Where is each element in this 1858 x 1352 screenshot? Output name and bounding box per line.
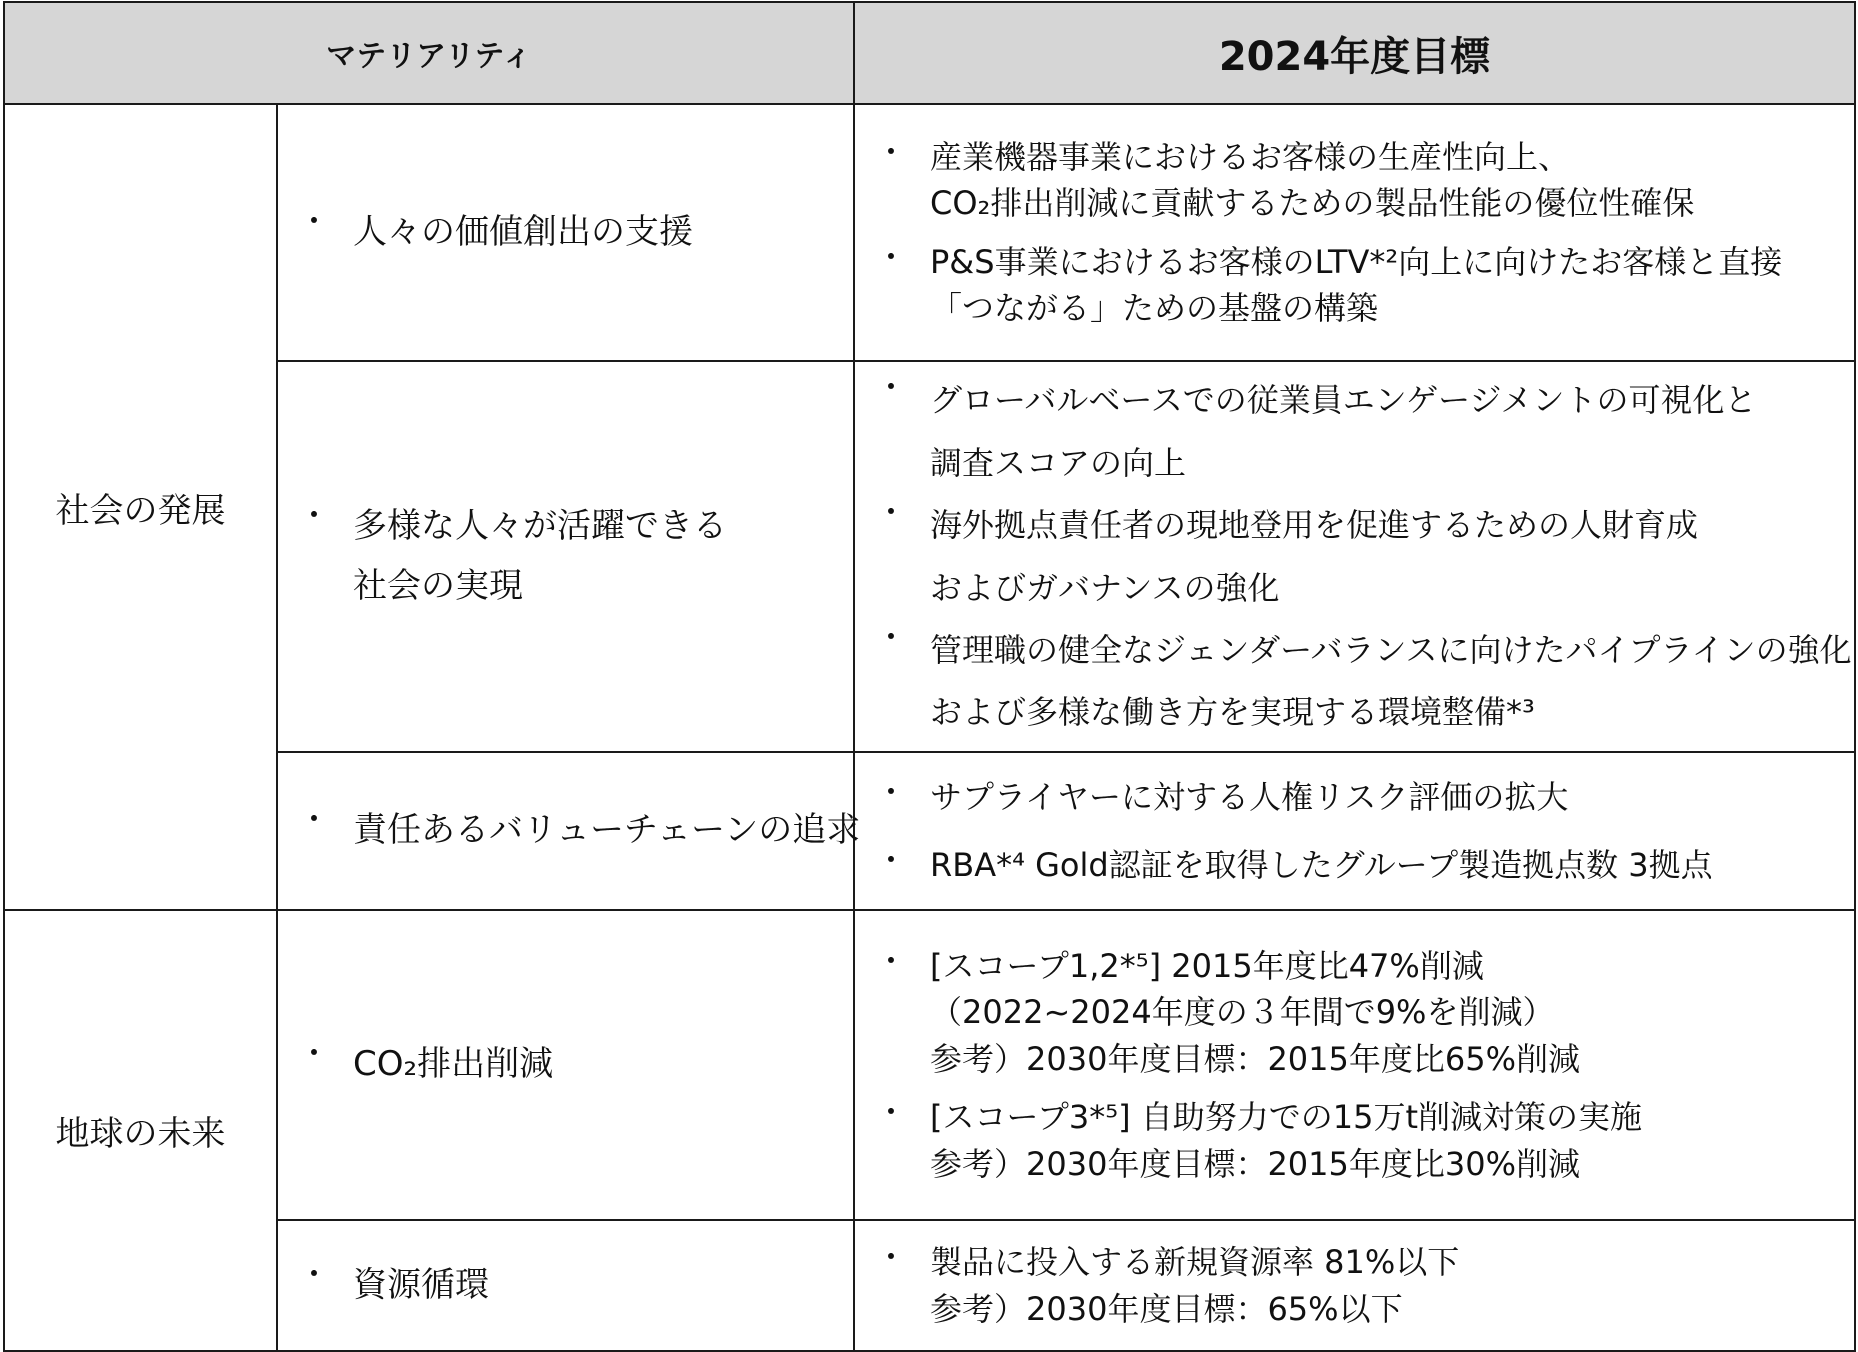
- goal-cell: [854, 361, 1855, 752]
- bullet: ・: [875, 132, 908, 171]
- goal-text: [スコープ3*⁵] 自助努力での15万t削減対策の実施: [930, 1098, 1642, 1137]
- goal-item: [875, 774, 1834, 820]
- goal-text: 「つながる」ための基盤の構築: [930, 288, 1379, 327]
- goal-item: [875, 1094, 1834, 1187]
- materiality-text: 社会の実現: [353, 565, 523, 606]
- goal-text: サプライヤーに対する人権リスク評価の拡大: [930, 777, 1569, 816]
- bullet: ・: [875, 1238, 908, 1277]
- materiality-item: [277, 361, 854, 752]
- goal-text: グローバルベースでの従業員エンゲージメントの可視化と: [930, 381, 1757, 420]
- bullet: ・: [298, 201, 331, 240]
- bullet: ・: [298, 496, 331, 534]
- goal-item: [875, 369, 1834, 494]
- materiality-table: [3, 1, 1856, 1352]
- header-row: [4, 2, 1855, 104]
- bullet: ・: [875, 368, 908, 407]
- bullet: ・: [875, 237, 908, 276]
- goal-text: 管理職の健全なジェンダーバランスに向けたパイプラインの強化: [930, 630, 1852, 669]
- goal-text: CO₂排出削減に貢献するための製品性能の優位性確保: [930, 184, 1695, 223]
- goal-item: [875, 842, 1834, 888]
- goal-text: 産業機器事業におけるお客様の生産性向上、: [930, 137, 1571, 176]
- materiality-text: 資源循環: [353, 1264, 489, 1305]
- bullet: ・: [875, 942, 908, 981]
- table-row: [4, 752, 1855, 910]
- materiality-text: 多様な人々が活躍できる: [353, 506, 727, 546]
- materiality-item: [277, 752, 861, 910]
- goal-item: [875, 617, 1852, 744]
- goal-text: [スコープ1,2*⁵] 2015年度比47%削減: [930, 947, 1484, 986]
- materiality-item: [277, 910, 854, 1220]
- goal-text: および多様な働き方を実現する環境整備*³: [930, 693, 1535, 732]
- materiality-item: [277, 104, 854, 361]
- bullet: ・: [875, 772, 908, 811]
- goal-cell: [854, 910, 1855, 1220]
- goal-cell: [854, 1220, 1855, 1351]
- table-row: [4, 1220, 1855, 1351]
- materiality-item: [277, 1220, 854, 1351]
- bullet: ・: [298, 1254, 331, 1293]
- header-materiality: マテリアリティ: [4, 2, 854, 104]
- goal-item: [875, 239, 1834, 332]
- materiality-text: CO₂排出削減: [353, 1044, 554, 1085]
- goal-text: RBA*⁴ Gold認証を取得したグループ製造拠点数 3拠点: [930, 846, 1713, 884]
- table-row: [4, 910, 1855, 1220]
- goal-text: 参考）2030年度目標：2015年度比30%削減: [930, 1144, 1581, 1183]
- bullet: ・: [875, 841, 908, 879]
- table-row: [4, 104, 1855, 361]
- goal-text: 海外拠点責任者の現地登用を促進するための人財育成: [930, 506, 1699, 545]
- bullet: ・: [875, 1093, 908, 1132]
- category-earth: 地球の未来: [4, 910, 277, 1351]
- table-row: [4, 361, 1855, 752]
- goal-text: P&S事業におけるお客様のLTV*²向上に向けたお客様と直接: [930, 242, 1783, 281]
- goal-item: [875, 943, 1834, 1082]
- goal-item: [875, 134, 1834, 227]
- bullet: ・: [875, 493, 908, 532]
- goal-item: [875, 1239, 1834, 1332]
- goal-text: 参考）2030年度目標：2015年度比65%削減: [930, 1039, 1581, 1078]
- goal-cell: [854, 752, 1855, 910]
- goal-item: [875, 494, 1834, 619]
- goal-text: およびガバナンスの強化: [930, 568, 1280, 607]
- goal-text: 製品に投入する新規資源率 81%以下: [930, 1243, 1460, 1282]
- goal-text: 調査スコアの向上: [930, 443, 1187, 482]
- materiality-text: 責任あるバリューチェーンの追求: [353, 810, 861, 851]
- bullet: ・: [875, 617, 908, 656]
- goal-text: （2022~2024年度の３年間で9%を削減）: [930, 993, 1555, 1032]
- goal-text: 参考）2030年度目標：65%以下: [930, 1289, 1403, 1328]
- bullet: ・: [298, 1034, 331, 1073]
- bullet: ・: [298, 800, 331, 839]
- goal-cell: [854, 104, 1855, 361]
- category-society: 社会の発展: [4, 104, 277, 910]
- header-target: 2024年度目標: [854, 2, 1855, 104]
- materiality-text: 人々の価値創出の支援: [353, 211, 693, 252]
